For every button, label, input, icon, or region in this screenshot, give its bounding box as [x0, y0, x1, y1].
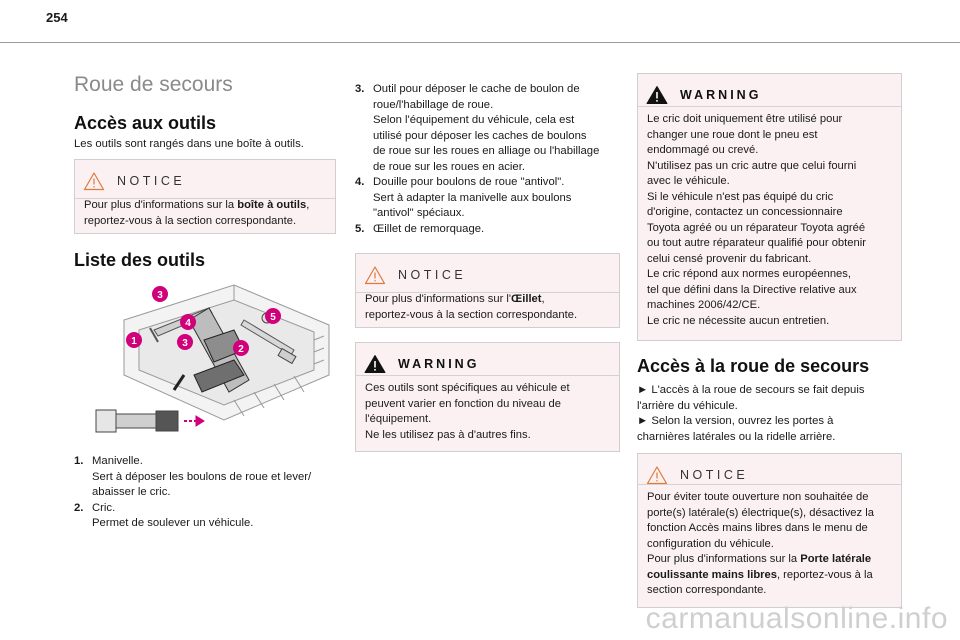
notice-body: Pour plus d'informations sur la boîte à outils, reportez-vous à la section correspondante.: [84, 199, 310, 227]
page-title: Roue de secours: [74, 73, 233, 96]
callout-5: 5: [270, 312, 276, 323]
watermark: carmanualsonline.info: [645, 602, 948, 635]
warning-triangle-icon: [364, 354, 386, 374]
section-heading-tool-list: Liste des outils: [74, 250, 206, 270]
notice-triangle-icon: [83, 171, 105, 191]
tool-list-part1: [74, 454, 344, 532]
notice-triangle-icon: [646, 465, 668, 485]
page-number: 254: [46, 10, 68, 25]
callout-3-top: 3: [157, 290, 163, 301]
callout-1: 1: [131, 336, 137, 347]
callout-4: 4: [185, 318, 191, 329]
tool-list-part2: [355, 82, 623, 237]
warning-triangle-icon: [646, 85, 668, 105]
section-heading-spare-wheel-access: Accès à la roue de secours: [637, 356, 870, 376]
notice-box-towing-eye: [355, 253, 620, 328]
header-rule: [0, 42, 960, 43]
section-heading-tools-access: Accès aux outils: [74, 113, 217, 133]
socket-detail: [96, 410, 204, 432]
list-item: 4. Douille pour boulons de roue "antivol". Sert à adapter la manivelle aux boulons "antivol" spéciaux.: [355, 176, 572, 219]
notice-triangle-icon: [364, 265, 386, 285]
warning-title: WARNING: [680, 88, 762, 102]
list-item: 5. Œillet de remorquage.: [355, 222, 485, 235]
notice-box-toolbox: [74, 159, 336, 234]
tools-access-text: Les outils sont rangés dans une boîte à outils.: [74, 138, 304, 150]
notice-title: NOTICE: [398, 268, 467, 282]
callout-3-bottom: 3: [182, 338, 188, 349]
callout-2: 2: [238, 344, 244, 355]
list-item: 1. Manivelle. Sert à déposer les boulons de roue et lever/ abaisser le cric.: [74, 455, 312, 498]
warning-body: Le cric doit uniquement être utilisé pour changer une roue dont le pneu est endommagé ou crevé. N'utilisez pas un cric autre que celui fourni avec le véhicule. Si le véhicule n'est pas équipé du cric d'origine, contactez un concessionnaire Toyota agréé ou un réparateur Toyota agréé ou tout autre réparateur qualifié pour obtenir celui censé provenir du fabricant. Le cric répond aux normes européennes, tel que défini dans la Directive relative aux machines 2006/42/CE. Le cric ne nécessite aucun entretien.: [647, 113, 866, 327]
spare-wheel-access-text: ► L'accès à la roue de secours se fait depuis l'arrière du véhicule. ► Selon la version, ouvrez les portes à charnières latérales ou la ridelle arrière.: [637, 384, 865, 443]
warning-box-tools: [355, 342, 620, 452]
warning-title: WARNING: [398, 357, 480, 371]
notice-body: Pour plus d'informations sur l'Œillet, reportez-vous à la section correspondante.: [365, 293, 578, 321]
notice-box-hands-free: [637, 453, 902, 608]
warning-body: Ces outils sont spécifiques au véhicule et peuvent varier en fonction du niveau de l'équipement. Ne les utilisez pas à d'autres fins.: [365, 382, 570, 441]
list-item: 3. Outil pour déposer le cache de boulon de roue/l'habillage de roue. Selon l'équipement du véhicule, cela est utilisé pour déposer les caches de boulons de roue sur les roues en alliage ou l'habillage de roue sur les roues en acier.: [355, 83, 600, 173]
notice-title: NOTICE: [680, 468, 749, 482]
tool-kit-illustration: [84, 280, 334, 440]
notice-body: Pour éviter toute ouverture non souhaitée de porte(s) latérale(s) électrique(s), désactivez la fonction Accès mains libres dans le menu de configuration du véhicule. Pour plus d'informations sur la Porte latérale coulissante mains libres, reportez-vous à la section correspondante.: [647, 491, 874, 596]
notice-title: NOTICE: [117, 174, 186, 188]
warning-box-jack: [637, 73, 902, 341]
list-item: 2. Cric. Permet de soulever un véhicule.: [74, 501, 254, 529]
